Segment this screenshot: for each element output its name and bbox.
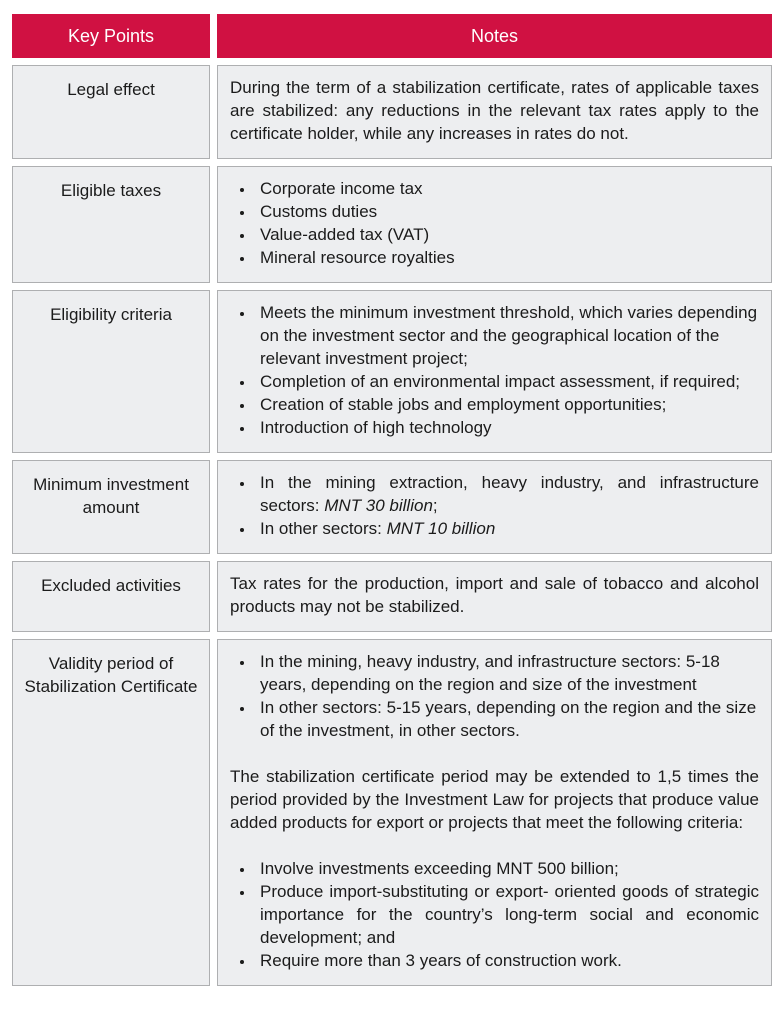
- notes-cell: [217, 639, 772, 986]
- paragraph: Tax rates for the production, import and sale of tobacco and alcohol products may not be stabilized.: [230, 574, 759, 616]
- bullet-list: [230, 177, 759, 269]
- bullet-list: [230, 471, 759, 540]
- bullet-item: • Meets the minimum investment threshold, which varies depending on the investment sector and the geographical location of the relevant investment project;: [255, 301, 759, 370]
- key-points-table: [5, 7, 779, 993]
- bullet-item: • In the mining, heavy industry, and infrastructure sectors: 5-18 years, depending on the region and size of the investment: [255, 650, 759, 696]
- notes-cell: [217, 561, 772, 632]
- bullet-list: [230, 650, 759, 742]
- bullet-list: [230, 857, 759, 972]
- bullet-item: • Value-added tax (VAT): [255, 223, 759, 246]
- table-row: [12, 65, 772, 159]
- key-point-cell: Eligible taxes: [12, 166, 210, 283]
- bullet-list: [230, 301, 759, 439]
- notes-cell: [217, 166, 772, 283]
- bullet-item: • Completion of an environmental impact assessment, if required;: [255, 370, 759, 393]
- column-header-key-points: Key Points: [12, 14, 210, 58]
- key-point-cell: Minimum investment amount: [12, 460, 210, 554]
- paragraph: The stabilization certificate period may be extended to 1,5 times the period provided by the Investment Law for projects that produce value added products for export or projects that meet the following criteria:: [230, 767, 759, 832]
- table-row: [12, 166, 772, 283]
- bullet-item: • Involve investments exceeding MNT 500 billion;: [255, 857, 759, 880]
- key-point-cell: Excluded activities: [12, 561, 210, 632]
- table-row: [12, 290, 772, 453]
- paragraph: During the term of a stabilization certificate, rates of applicable taxes are stabilized: any reductions in the relevant tax rates apply to the certificate holder, while any increases in rates do not.: [230, 78, 759, 143]
- bullet-item: • Corporate income tax: [255, 177, 759, 200]
- bullet-item: • Customs duties: [255, 200, 759, 223]
- table-row: [12, 639, 772, 986]
- column-header-notes: Notes: [217, 14, 772, 58]
- italic-text: MNT 10 billion: [386, 519, 496, 538]
- document-page: [0, 7, 784, 1031]
- header-row: [12, 14, 772, 58]
- notes-cell: [217, 290, 772, 453]
- table-body: [12, 65, 772, 986]
- italic-text: MNT 30 billion: [324, 496, 433, 515]
- notes-cell: [217, 460, 772, 554]
- table-header: [12, 14, 772, 58]
- key-point-cell: Validity period of Stabilization Certificate: [12, 639, 210, 986]
- table-row: [12, 561, 772, 632]
- bullet-item: • Produce import-substituting or export- oriented goods of strategic importance for the country’s long-term social and economic development; and: [255, 880, 759, 949]
- bullet-item: • Introduction of high technology: [255, 416, 759, 439]
- table-row: [12, 460, 772, 554]
- key-point-cell: Eligibility criteria: [12, 290, 210, 453]
- bullet-item: • In other sectors: 5-15 years, depending on the region and the size of the investment, in other sectors.: [255, 696, 759, 742]
- bullet-item: • Require more than 3 years of construction work.: [255, 949, 759, 972]
- bullet-item: • Creation of stable jobs and employment opportunities;: [255, 393, 759, 416]
- notes-cell: [217, 65, 772, 159]
- bullet-item: • In other sectors: MNT 10 billion: [255, 517, 759, 540]
- bullet-item: • Mineral resource royalties: [255, 246, 759, 269]
- key-point-cell: Legal effect: [12, 65, 210, 159]
- bullet-item: • In the mining extraction, heavy industry, and infrastructure sectors: MNT 30 billion;: [255, 471, 759, 517]
